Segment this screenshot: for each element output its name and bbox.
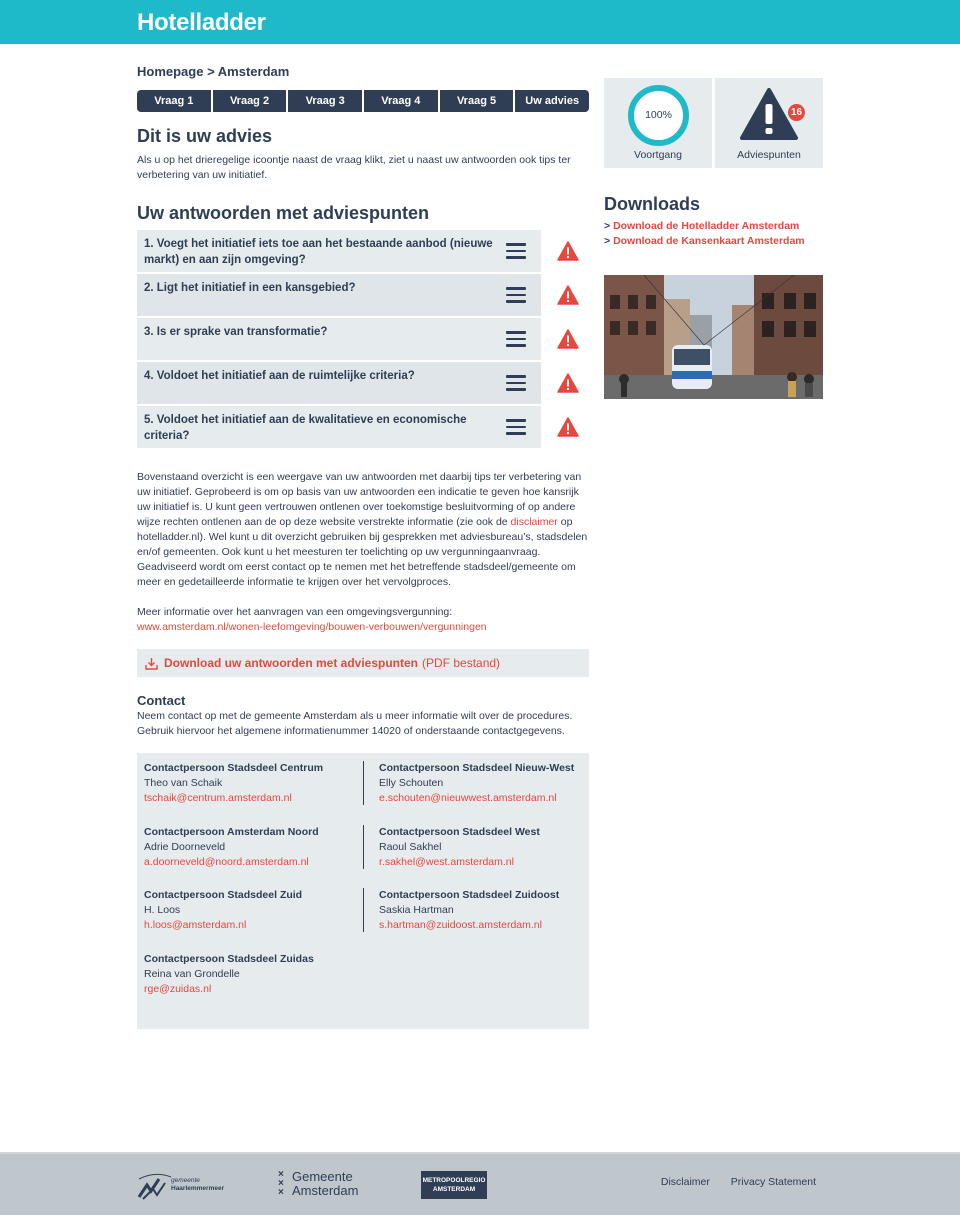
contact-card: Contactpersoon Stadsdeel West Raoul Sakhel r.sakhel@west.amsterdam.nl <box>363 825 582 889</box>
hamburger-icon[interactable] <box>506 243 526 259</box>
gemeente-amsterdam-logo[interactable]: × × × Gemeente Amsterdam <box>278 1169 359 1198</box>
disclaimer-link[interactable]: disclaimer <box>510 516 558 528</box>
footer <box>0 1152 960 1215</box>
question-text: 3. Is er sprake van transformatie? <box>144 326 328 338</box>
question-row <box>137 230 589 272</box>
page-title: Dit is uw advies <box>137 126 273 146</box>
contact-card: Contactpersoon Stadsdeel Zuid H. Loos h.loos@amsterdam.nl <box>144 889 303 931</box>
adviespunten-badge: 16 <box>788 104 805 121</box>
warning-triangle-icon <box>541 362 589 404</box>
hamburger-icon[interactable] <box>506 331 526 347</box>
question-list <box>137 230 589 448</box>
downloads-list: > Download de Hotelladder Amsterdam > Download de Kansenkaart Amsterdam <box>604 220 805 247</box>
step-vraag-5[interactable]: Vraag 5 <box>440 90 514 112</box>
contact-email-link[interactable]: e.schouten@nieuwwest.amsterdam.nl <box>379 792 557 804</box>
download-kansenkaart-link[interactable]: Download de Kansenkaart Amsterdam <box>613 235 805 247</box>
download-answers-note: (PDF bestand) <box>422 656 501 670</box>
contact-card: Contactpersoon Stadsdeel Nieuw-West Elly Schouten e.schouten@nieuwwest.amsterdam.nl <box>363 761 582 825</box>
adviespunten-box <box>715 78 823 168</box>
hamburger-icon[interactable] <box>506 287 526 303</box>
warning-triangle-icon <box>541 230 589 272</box>
question-text: 5. Voldoet het initiatief aan de kwalitatieve en economische criteria? <box>144 414 467 442</box>
contact-email-link[interactable]: a.doorneveld@noord.amsterdam.nl <box>144 855 309 868</box>
answers-title: Uw antwoorden met adviespunten <box>137 203 430 223</box>
step-vraag-2[interactable]: Vraag 2 <box>213 90 287 112</box>
contact-intro: Neem contact op met de gemeente Amsterdam als u meer informatie wilt over de procedures. Gebruik hiervoor het algemene informatienummer 14020 of onderstaande contactgegevens. <box>137 710 573 737</box>
contact-card: Contactpersoon Stadsdeel Centrum Theo van Schaik tschaik@centrum.amsterdam.nl <box>144 762 324 804</box>
contact-card: Contactpersoon Stadsdeel Zuidoost Saskia Hartman s.hartman@zuidoost.amsterdam.nl <box>363 888 582 952</box>
more-info-text: Meer informatie over het aanvragen van een omgevingsvergunning: <box>137 606 453 618</box>
progress-box <box>604 78 712 168</box>
footer-disclaimer-link[interactable]: Disclaimer <box>660 1176 710 1188</box>
vergunningen-link[interactable]: www.amsterdam.nl/wonen-leefomgeving/bouwen-verbouwen/vergunningen <box>137 621 487 633</box>
hamburger-icon[interactable] <box>506 419 526 435</box>
main-content <box>137 62 589 1029</box>
footer-privacy-link[interactable]: Privacy Statement <box>730 1176 816 1188</box>
step-navigation <box>137 90 589 112</box>
step-vraag-4[interactable]: Vraag 4 <box>364 90 438 112</box>
contact-email-link[interactable]: rge@zuidas.nl <box>144 982 212 995</box>
breadcrumb[interactable]: Homepage > Amsterdam <box>137 64 290 79</box>
top-bar <box>0 0 960 44</box>
contact-card: Contactpersoon Stadsdeel Zuidas Reina van Grondelle rge@zuidas.nl <box>144 952 314 995</box>
advies-intro: Als u op het drieregelige icoontje naast de vraag klikt, ziet u naast uw antwoorden ook tips ter verbetering van uw initiatief. <box>137 154 571 181</box>
question-row <box>137 362 589 404</box>
question-text: 1. Voegt het initiatief iets toe aan het bestaande aanbod (nieuwe markt) en aan zijn omgeving? <box>144 238 493 266</box>
warning-triangle-icon <box>541 318 589 360</box>
step-vraag-3[interactable]: Vraag 3 <box>288 90 362 112</box>
contact-email-link[interactable]: h.loos@amsterdam.nl <box>144 919 247 931</box>
question-row <box>137 318 589 360</box>
question-row <box>137 274 589 316</box>
contact-grid <box>137 753 589 1029</box>
metropoolregio-logo[interactable]: METROPOOLREGIO AMSTERDAM <box>421 1171 487 1199</box>
downloads-title: Downloads <box>604 194 701 214</box>
contact-email-link[interactable]: r.sakhel@west.amsterdam.nl <box>379 855 514 868</box>
sidebar <box>604 78 823 399</box>
contact-email-link[interactable]: tschaik@centrum.amsterdam.nl <box>144 792 292 804</box>
amsterdam-crosses-icon: × × × <box>278 1169 284 1198</box>
progress-label: Voortgang <box>634 149 682 161</box>
contact-email-link[interactable]: s.hartman@zuidoost.amsterdam.nl <box>379 919 542 931</box>
status-boxes <box>604 78 823 168</box>
adviespunten-label: Adviespunten <box>737 149 801 161</box>
hamburger-icon[interactable] <box>506 375 526 391</box>
question-text: 2. Ligt het initiatief in een kansgebied? <box>144 282 356 294</box>
progress-ring: 100% <box>628 85 689 146</box>
contact-card: Contactpersoon Amsterdam Noord Adrie Doorneveld a.doorneveld@noord.amsterdam.nl <box>144 825 319 868</box>
download-answers-label: Download uw antwoorden met adviespunten <box>164 656 419 670</box>
more-info <box>137 605 589 635</box>
overview-text: Bovenstaand overzicht is een weergave van uw antwoorden met daarbij tips ter verbetering van uw initiatief. Geprobeerd is om op basis van uw antwoorden een indicatie te geven hoe kansrijk uw initiatief is. U kunt geen vertrouwen ontlenen over toekomstige besluitvorming of op andere wijze rechten ontlenen aan de op deze website verstrekte informatie (zie ook de disclaimer op hotelladder.nl). Wel kunt u dit overzicht gebruiken bij gesprekken met adviesbureau’s, stadsdelen en/of gemeenten. Ook kunt u het meesturen ter toelichting op uw vergunningaanvraag. Geadviseerd wordt om eerst contact op te nemen met het betreffende stadsdeel/gemeente om meer en gedetailleerde informatie te krijgen over het vervolgproces. <box>137 471 588 588</box>
warning-triangle-icon <box>541 406 589 448</box>
warning-triangle-icon <box>541 274 589 316</box>
amsterdam-street-photo <box>604 275 823 399</box>
download-icon <box>145 657 158 670</box>
footer-links <box>643 1176 816 1188</box>
question-row <box>137 406 589 448</box>
haarlemmermeer-logo-text: gemeente Haarlemmermeer <box>171 1177 225 1192</box>
question-text: 4. Voldoet het initiatief aan de ruimtelijke criteria? <box>144 370 415 382</box>
contact-title: Contact <box>137 693 186 708</box>
step-uw-advies[interactable]: Uw advies <box>515 90 589 112</box>
download-hotelladder-link[interactable]: Download de Hotelladder Amsterdam <box>613 220 800 232</box>
site-logo[interactable]: Hotelladder <box>137 9 266 36</box>
step-vraag-1[interactable]: Vraag 1 <box>137 90 211 112</box>
download-answers-button[interactable] <box>137 649 589 677</box>
haarlemmermeer-logo[interactable] <box>137 1171 227 1201</box>
